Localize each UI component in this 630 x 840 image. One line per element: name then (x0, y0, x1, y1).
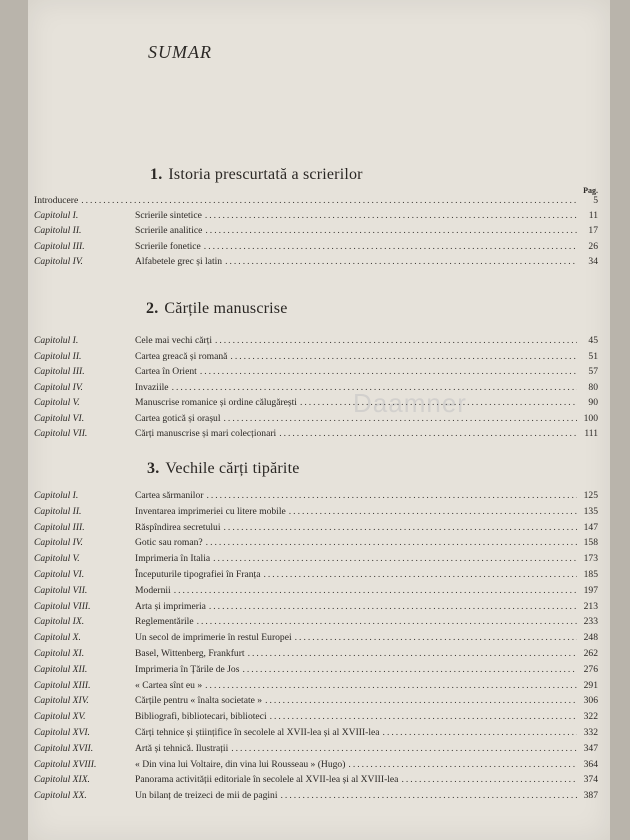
toc-entry (34, 254, 598, 269)
toc-entry (34, 364, 598, 379)
toc-entry (34, 630, 598, 645)
page-number: 147 (583, 521, 598, 533)
toc-entry (34, 208, 598, 223)
chapter-label: Capitolul VIII. (34, 600, 91, 612)
toc-entry (34, 504, 598, 519)
page-column-label: Pag. (583, 186, 598, 195)
chapter-label: Capitolul II. (34, 350, 82, 362)
page-number: 111 (584, 428, 598, 439)
chapter-title: Arta și imprimeria (135, 600, 206, 612)
dot-leader (401, 772, 577, 787)
page-number: 248 (583, 632, 598, 644)
section-heading-1 (150, 166, 363, 184)
chapter-title: Scrierile sintetice (135, 210, 202, 222)
chapter-label: Capitolul III. (34, 240, 85, 252)
toc-entry (34, 239, 598, 254)
dot-leader (206, 488, 577, 503)
page-number: 34 (588, 255, 598, 267)
chapter-label: Capitolul VII. (34, 584, 88, 596)
dot-leader (206, 535, 577, 550)
chapter-label: Capitolul III. (34, 521, 85, 533)
page-title: SUMAR (148, 42, 212, 62)
toc-entry (34, 678, 598, 693)
dot-leader (215, 333, 577, 348)
chapter-title: Reglementările (135, 616, 194, 628)
chapter-label: Capitolul XIII. (34, 679, 91, 691)
chapter-title: Manuscrise romanice și ordine călugărești (135, 397, 297, 408)
page-number: 57 (588, 366, 598, 377)
toc-entry (34, 788, 598, 803)
chapter-label: Capitolul V. (34, 553, 80, 565)
chapter-title: Cărțile pentru « înalta societate » (135, 695, 263, 707)
chapter-title: « Din vina lui Voltaire, din vina lui Rousseau » (Hugo) (135, 758, 346, 770)
chapter-label: Capitolul VI. (34, 569, 85, 580)
toc-entry (34, 380, 598, 395)
dot-leader (204, 239, 577, 254)
toc-entry (34, 599, 598, 614)
toc-entry (34, 757, 598, 772)
chapter-label: Capitolul I. (34, 210, 79, 222)
dot-leader (263, 567, 577, 582)
page-number: 11 (588, 210, 598, 222)
dot-leader (348, 757, 577, 772)
chapter-title: Cartea greacă și romană (135, 350, 228, 362)
chapter-label: Capitolul XII. (34, 663, 88, 675)
chapter-label: Capitolul XVI. (34, 727, 90, 738)
page-number: 51 (588, 350, 598, 362)
chapter-label: Capitolul I. (34, 335, 79, 346)
page-number: 276 (583, 663, 598, 675)
page-number: 90 (588, 397, 598, 408)
dot-leader (242, 662, 577, 677)
page-number: 197 (583, 584, 598, 596)
section-title: Vechile cărți tipărite (165, 460, 300, 477)
chapter-title: Basel, Wittenberg, Frankfurt (135, 648, 245, 659)
chapter-title: Artă și tehnică. Ilustrații (135, 742, 229, 754)
page-number: 347 (583, 742, 598, 754)
page-number: 5 (593, 195, 598, 206)
chapter-label: Introducere (34, 195, 79, 206)
chapter-label: Capitolul XV. (34, 711, 86, 723)
dot-leader (383, 725, 577, 740)
chapter-title: Scrierile analitice (135, 225, 203, 237)
chapter-title: Cele mai vechi cărți (135, 335, 212, 346)
chapter-label: Capitolul XIV. (34, 695, 89, 707)
page-number: 213 (583, 600, 598, 612)
chapter-title: Panorama activității editoriale în secolele al XVII-lea și al XVIII-lea (135, 774, 399, 786)
toc-entry (34, 426, 598, 441)
chapter-label: Capitolul XIX. (34, 774, 90, 786)
chapter-label: Capitolul V. (34, 397, 80, 408)
section-number: 1. (150, 166, 163, 183)
toc-entry (34, 662, 598, 677)
chapter-title: Răspîndirea secretului (135, 521, 221, 533)
chapter-label: Capitolul VII. (34, 428, 88, 439)
page-number: 332 (583, 727, 598, 738)
toc-entry (34, 741, 598, 756)
dot-leader (295, 630, 577, 645)
page-number: 173 (583, 553, 598, 565)
toc-entry (34, 551, 598, 566)
chapter-title: Gotic sau roman? (135, 537, 203, 549)
page-number: 306 (583, 695, 598, 707)
chapter-title: Imprimeria în Țările de Jos (135, 663, 240, 675)
section-title: Cărțile manuscrise (164, 300, 288, 317)
chapter-title: Cartea gotică și orașul (135, 412, 221, 424)
chapter-label: Capitolul II. (34, 225, 82, 237)
toc-entry (34, 583, 598, 598)
chapter-label: Capitolul IV. (34, 537, 83, 549)
page-number: 233 (583, 616, 598, 628)
toc-entry (34, 709, 598, 724)
toc-entry (34, 193, 598, 208)
dot-leader (231, 741, 577, 756)
dot-leader (224, 520, 577, 535)
chapter-title: Începuturile tipografiei în Franța (135, 569, 261, 580)
page-number: 262 (583, 648, 598, 659)
page-number: 45 (588, 335, 598, 346)
dot-leader (81, 193, 577, 208)
page-number: 17 (588, 225, 598, 237)
dot-leader (209, 599, 577, 614)
toc-entry (34, 535, 598, 550)
chapter-title: Un secol de imprimerie în restul Europei (135, 632, 292, 644)
dot-leader (279, 426, 577, 441)
chapter-title: Cartea în Orient (135, 366, 197, 377)
toc-entry (34, 223, 598, 238)
toc-entry (34, 772, 598, 787)
section-heading-3 (147, 460, 300, 478)
page-number: 322 (583, 711, 598, 723)
chapter-title: Cărți manuscrise și mari colecționari (135, 428, 277, 439)
chapter-label: Capitolul IV. (34, 381, 83, 393)
page-number: 374 (583, 774, 598, 786)
chapter-title: Imprimeria în Italia (135, 553, 211, 565)
dot-leader (270, 709, 577, 724)
chapter-label: Capitolul IV. (34, 255, 83, 267)
book-page (28, 0, 610, 840)
chapter-label: Capitolul XI. (34, 648, 85, 659)
toc-entry (34, 349, 598, 364)
dot-leader (225, 254, 577, 269)
chapter-title: Scrierile fonetice (135, 240, 201, 252)
section-number: 3. (147, 460, 160, 477)
chapter-title: Alfabetele grec și latin (135, 255, 223, 267)
chapter-label: Capitolul XVIII. (34, 758, 97, 770)
chapter-label: Capitolul XX. (34, 790, 87, 802)
section-title: Istoria prescurtată a scrierilor (168, 166, 363, 183)
chapter-title: Cartea sărmanilor (135, 490, 204, 501)
dot-leader (213, 551, 577, 566)
toc-entry (34, 488, 598, 503)
dot-leader (289, 504, 577, 519)
chapter-label: Capitolul X. (34, 632, 81, 644)
chapter-title: Bibliografi, bibliotecari, biblioteci (135, 711, 267, 723)
dot-leader (281, 788, 577, 803)
chapter-label: Capitolul II. (34, 505, 82, 517)
page-number: 185 (583, 569, 598, 580)
page-number: 80 (588, 381, 598, 393)
chapter-label: Capitolul XVII. (34, 742, 94, 754)
dot-leader (174, 583, 577, 598)
dot-leader (248, 646, 577, 661)
toc-entry (34, 646, 598, 661)
chapter-label: Capitolul VI. (34, 412, 85, 424)
chapter-title: Un bilanț de treizeci de mii de pagini (135, 790, 278, 802)
section-heading-2 (146, 300, 288, 318)
chapter-label: Capitolul IX. (34, 616, 85, 628)
page-number: 125 (583, 490, 598, 501)
page-number: 364 (583, 758, 598, 770)
toc-entry (34, 567, 598, 582)
chapter-title: « Cartea sînt eu » (135, 679, 203, 691)
page-number: 26 (588, 240, 598, 252)
dot-leader (230, 349, 577, 364)
page-number: 387 (583, 790, 598, 802)
chapter-title: Modernii (135, 584, 171, 596)
dot-leader (205, 678, 577, 693)
chapter-title: Invaziile (135, 381, 169, 393)
chapter-label: Capitolul I. (34, 490, 79, 501)
toc-entry (34, 333, 598, 348)
toc-entry (34, 411, 598, 426)
dot-leader (265, 693, 577, 708)
page-number: 158 (583, 537, 598, 549)
page-number: 135 (583, 505, 598, 517)
dot-leader (200, 364, 577, 379)
watermark: Daamner (353, 388, 467, 418)
chapter-title: Inventarea imprimeriei cu litere mobile (135, 505, 286, 517)
toc-entry (34, 520, 598, 535)
dot-leader (205, 223, 577, 238)
toc-entry (34, 614, 598, 629)
page-number: 291 (583, 679, 598, 691)
toc-entry (34, 725, 598, 740)
dot-leader (197, 614, 577, 629)
chapter-title: Cărți tehnice și științifice în secolele al XVII-lea și al XVIII-lea (135, 727, 380, 738)
section-number: 2. (146, 300, 159, 317)
toc-entry (34, 395, 598, 410)
page-number: 100 (583, 412, 598, 424)
toc-entry (34, 693, 598, 708)
chapter-label: Capitolul III. (34, 366, 85, 377)
dot-leader (205, 208, 577, 223)
